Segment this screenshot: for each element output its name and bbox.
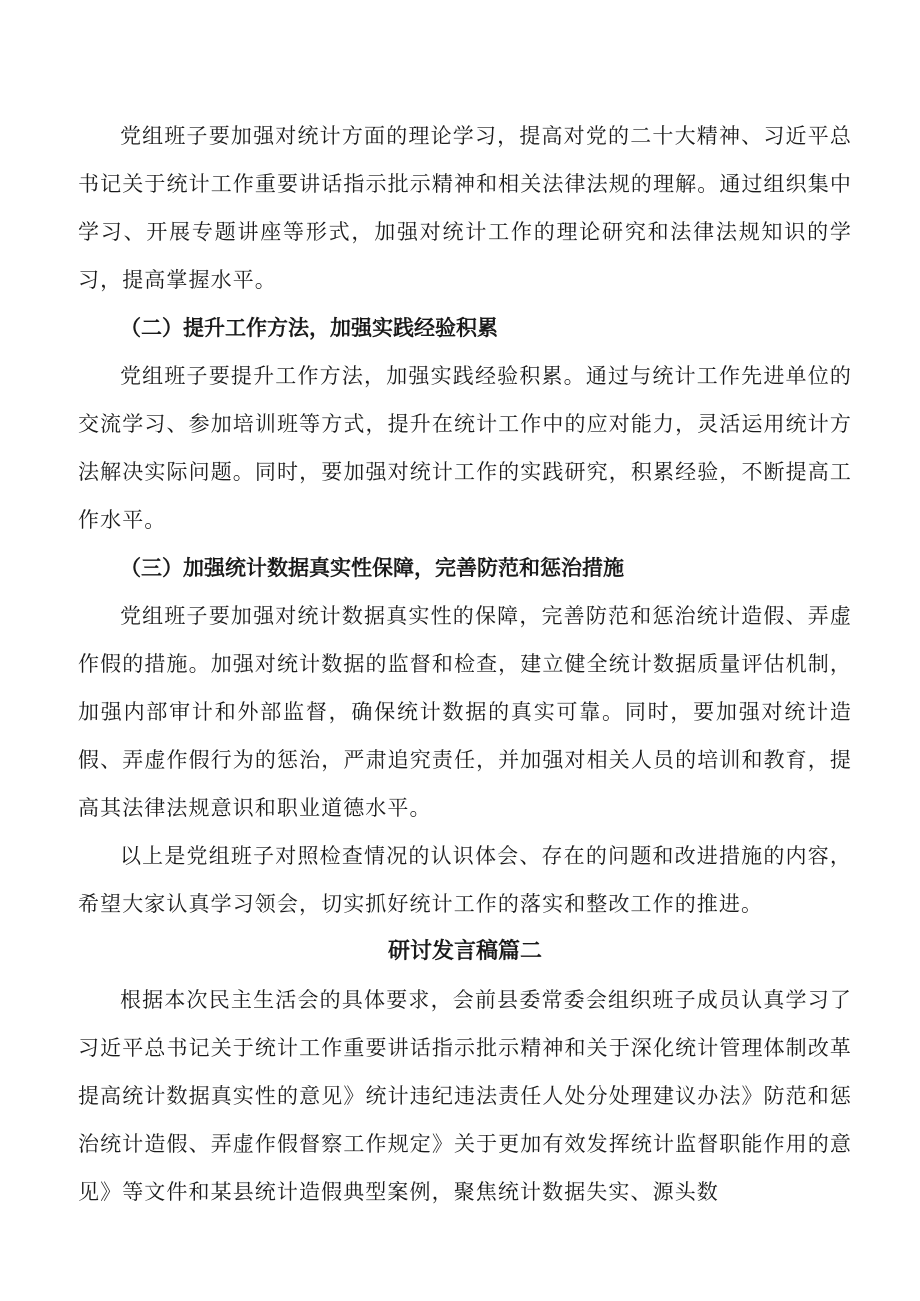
subheading-work-methods: （二）提升工作方法，加强实践经验积累 <box>120 316 498 340</box>
document-page <box>78 112 852 1216</box>
subheading-data-authenticity: （三）加强统计数据真实性保障，完善防范和惩治措施 <box>120 556 624 580</box>
section-title-part-two: 研讨发言稿篇二 <box>387 939 542 964</box>
paragraph-part-two-intro: 根据本次民主生活会的具体要求，会前县委常委会组织班子成员认真学习了习近平总书记关于统计工作重要讲话指示批示精神和关于深化统计管理体制改革提高统计数据真实性的意见》统计违纪违法责任人处分处理建议办法》防范和惩治统计造假、弄虚作假督察工作规定》关于更加有效发挥统计监督职能作用的意见》等文件和某县统计造假典型案例，聚焦统计数据失实、源头数 <box>78 988 852 1204</box>
paragraph-theory-study: 党组班子要加强对统计方面的理论学习，提高对党的二十大精神、习近平总书记关于统计工作重要讲话指示批示精神和相关法律法规的理解。通过组织集中学习、开展专题讲座等形式，加强对统计工作的理论研究和法律法规知识的学习，提高掌握水平。 <box>78 124 852 292</box>
paragraph-data-authenticity: 党组班子要加强对统计数据真实性的保障，完善防范和惩治统计造假、弄虚作假的措施。加强对统计数据的监督和检查，建立健全统计数据质量评估机制，加强内部审计和外部监督，确保统计数据的真实可靠。同时，要加强对统计造假、弄虚作假行为的惩治，严肃追究责任，并加强对相关人员的培训和教育，提高其法律法规意识和职业道德水平。 <box>78 604 852 820</box>
paragraph-summary: 以上是党组班子对照检查情况的认识体会、存在的问题和改进措施的内容，希望大家认真学习领会，切实抓好统计工作的落实和整改工作的推进。 <box>78 844 852 916</box>
paragraph-work-methods: 党组班子要提升工作方法，加强实践经验积累。通过与统计工作先进单位的交流学习、参加培训班等方式，提升在统计工作中的应对能力，灵活运用统计方法解决实际问题。同时，要加强对统计工作的实践研究，积累经验，不断提高工作水平。 <box>78 364 852 532</box>
